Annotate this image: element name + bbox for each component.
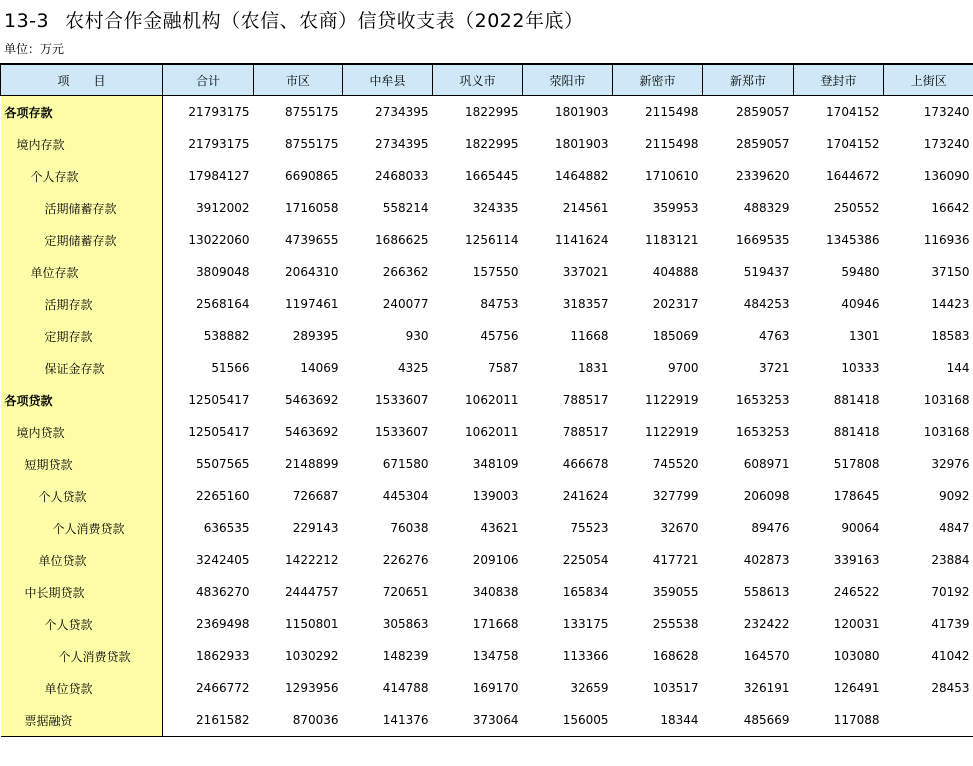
table-cell: 1704152 — [826, 137, 880, 151]
table-cell: 141376 — [343, 704, 433, 737]
table-cell: 359055 — [652, 585, 699, 599]
table-cell: 28453 — [931, 681, 970, 695]
table-cell: 12505417 — [188, 393, 250, 407]
table-cell: 1062011 — [465, 393, 519, 407]
table-cell: 37150 — [931, 265, 970, 279]
table-row — [1, 640, 973, 672]
table-row — [1, 544, 973, 576]
table-cell — [884, 704, 973, 737]
table-cell: 1831 — [577, 361, 609, 375]
table-cell: 103517 — [652, 681, 699, 695]
table-cell: 1716058 — [285, 201, 339, 215]
row-label: 单位存款 — [1, 256, 163, 288]
table-row — [1, 128, 973, 160]
table-cell: 881418 — [833, 393, 880, 407]
table-cell: 1822995 — [465, 105, 519, 119]
table-cell: 305863 — [382, 617, 429, 631]
table-cell: 3242405 — [196, 553, 250, 567]
table-cell: 1150801 — [285, 617, 339, 631]
table-row — [1, 320, 973, 352]
table-cell: 517808 — [833, 457, 880, 471]
table-cell: 881418 — [833, 425, 880, 439]
table-cell: 1422212 — [285, 553, 339, 567]
header-item: 项 目 — [1, 64, 163, 96]
table-cell: 788517 — [562, 393, 609, 407]
header-city-district: 市区 — [254, 64, 343, 96]
table-cell: 206098 — [743, 489, 790, 503]
table-cell: 173240 — [923, 137, 970, 151]
table-cell: 5463692 — [285, 425, 339, 439]
table-cell: 348109 — [472, 457, 519, 471]
table-cell: 1293956 — [285, 681, 339, 695]
table-cell: 2064310 — [285, 265, 339, 279]
table-cell: 9700 — [667, 361, 699, 375]
table-row — [1, 608, 973, 640]
table-cell: 148239 — [382, 649, 429, 663]
table-cell: 1801903 — [555, 105, 609, 119]
table-cell: 1030292 — [285, 649, 339, 663]
table-cell: 2568164 — [196, 297, 250, 311]
table-cell: 1122919 — [645, 393, 699, 407]
table-row — [1, 256, 973, 288]
table-cell: 2161582 — [163, 704, 254, 737]
row-label: 境内贷款 — [1, 416, 163, 448]
header-xingyang: 荥阳市 — [523, 64, 613, 96]
table-cell: 157550 — [472, 265, 519, 279]
table-cell: 8755175 — [285, 137, 339, 151]
table-cell: 788517 — [562, 425, 609, 439]
row-label: 票据融资 — [1, 704, 163, 737]
table-cell: 32659 — [570, 681, 609, 695]
table-cell: 1710610 — [645, 169, 699, 183]
table-cell: 168628 — [652, 649, 699, 663]
table-cell: 1669535 — [736, 233, 790, 247]
table-cell: 318357 — [562, 297, 609, 311]
table-cell: 445304 — [382, 489, 429, 503]
table-cell: 1183121 — [645, 233, 699, 247]
table-cell: 103168 — [923, 425, 970, 439]
table-cell: 8755175 — [285, 105, 339, 119]
table-cell: 51566 — [211, 361, 250, 375]
table-cell: 1653253 — [736, 425, 790, 439]
table-cell: 3721 — [758, 361, 790, 375]
table-cell: 169170 — [472, 681, 519, 695]
table-cell: 7587 — [487, 361, 519, 375]
table-cell: 519437 — [743, 265, 790, 279]
table-cell: 40946 — [841, 297, 880, 311]
table-cell: 1686625 — [375, 233, 429, 247]
table-cell: 402873 — [743, 553, 790, 567]
table-cell: 17984127 — [188, 169, 250, 183]
table-cell: 339163 — [833, 553, 880, 567]
table-cell: 5463692 — [285, 393, 339, 407]
table-cell: 1197461 — [285, 297, 339, 311]
table-cell: 84753 — [480, 297, 519, 311]
header-dengfeng: 登封市 — [794, 64, 884, 96]
table-cell: 226276 — [382, 553, 429, 567]
table-cell: 558214 — [382, 201, 429, 215]
credit-table — [0, 63, 973, 737]
table-cell: 2339620 — [736, 169, 790, 183]
table-cell: 359953 — [652, 201, 699, 215]
row-label: 境内存款 — [1, 128, 163, 160]
row-label: 活期存款 — [1, 288, 163, 320]
table-cell: 484253 — [743, 297, 790, 311]
table-cell: 1122919 — [645, 425, 699, 439]
header-zhongmu: 中牟县 — [343, 64, 433, 96]
table-cell: 3912002 — [196, 201, 250, 215]
row-label: 个人存款 — [1, 160, 163, 192]
table-cell: 144 — [946, 361, 970, 375]
table-cell: 171668 — [472, 617, 519, 631]
table-cell: 266362 — [382, 265, 429, 279]
table-cell: 32976 — [931, 457, 970, 471]
table-cell: 16642 — [931, 201, 970, 215]
table-row — [1, 480, 973, 512]
table-cell: 202317 — [652, 297, 699, 311]
table-row — [1, 576, 973, 608]
table-cell: 11668 — [570, 329, 609, 343]
table-cell: 21793175 — [188, 105, 250, 119]
table-cell: 41739 — [931, 617, 970, 631]
table-cell: 289395 — [292, 329, 339, 343]
table-row — [1, 416, 973, 448]
table-cell: 89476 — [751, 521, 790, 535]
table-cell: 113366 — [562, 649, 609, 663]
row-label: 保证金存款 — [1, 352, 163, 384]
table-cell: 373064 — [433, 704, 523, 737]
table-cell: 126491 — [833, 681, 880, 695]
table-cell: 185069 — [652, 329, 699, 343]
row-label: 个人消费贷款 — [1, 640, 163, 672]
table-cell: 414788 — [382, 681, 429, 695]
table-row — [1, 160, 973, 192]
table-cell: 4739655 — [285, 233, 339, 247]
table-cell: 2734395 — [375, 105, 429, 119]
table-cell: 2859057 — [736, 105, 790, 119]
table-cell: 1301 — [848, 329, 880, 343]
table-cell: 2115498 — [645, 137, 699, 151]
page-title — [4, 6, 583, 33]
table-cell: 250552 — [833, 201, 880, 215]
table-cell: 1665445 — [465, 169, 519, 183]
table-cell: 246522 — [833, 585, 880, 599]
table-cell: 117088 — [794, 704, 884, 737]
table-cell: 10333 — [841, 361, 880, 375]
table-cell: 120031 — [833, 617, 880, 631]
unit-label: 单位：万元 — [4, 42, 65, 56]
row-label: 个人贷款 — [1, 608, 163, 640]
header-total: 合计 — [163, 64, 254, 96]
table-row — [1, 672, 973, 704]
table-cell: 6690865 — [285, 169, 339, 183]
table-cell: 76038 — [390, 521, 429, 535]
table-cell: 156005 — [523, 704, 613, 737]
table-cell: 2859057 — [736, 137, 790, 151]
table-cell: 164570 — [743, 649, 790, 663]
table-cell: 608971 — [743, 457, 790, 471]
table-cell: 636535 — [203, 521, 250, 535]
table-cell: 2468033 — [375, 169, 429, 183]
table-cell: 13022060 — [188, 233, 250, 247]
table-cell: 1533607 — [375, 425, 429, 439]
table-cell: 18583 — [931, 329, 970, 343]
table-cell: 2444757 — [285, 585, 339, 599]
table-row — [1, 288, 973, 320]
table-cell: 1256114 — [465, 233, 519, 247]
table-cell: 209106 — [472, 553, 519, 567]
table-cell: 1862933 — [196, 649, 250, 663]
table-cell: 4325 — [397, 361, 429, 375]
table-row — [1, 192, 973, 224]
table-cell: 240077 — [382, 297, 429, 311]
table-cell: 229143 — [292, 521, 339, 535]
table-cell: 930 — [405, 329, 429, 343]
table-cell: 1801903 — [555, 137, 609, 151]
table-cell: 90064 — [841, 521, 880, 535]
table-row — [1, 384, 973, 416]
table-number: 13-3 — [4, 10, 50, 32]
table-cell: 1345386 — [826, 233, 880, 247]
table-cell: 255538 — [652, 617, 699, 631]
table-cell: 241624 — [562, 489, 609, 503]
header-xinmi: 新密市 — [613, 64, 703, 96]
table-cell: 9092 — [938, 489, 970, 503]
table-cell: 23884 — [931, 553, 970, 567]
table-cell: 488329 — [743, 201, 790, 215]
table-cell: 178645 — [833, 489, 880, 503]
table-title-text: 农村合作金融机构（农信、农商）信贷收支表（2022年底） — [65, 10, 584, 32]
table-cell: 726687 — [292, 489, 339, 503]
table-cell: 326191 — [743, 681, 790, 695]
table-cell: 173240 — [923, 105, 970, 119]
header-shangjie: 上街区 — [884, 64, 973, 96]
table-cell: 103168 — [923, 393, 970, 407]
table-cell: 485669 — [703, 704, 794, 737]
row-label: 定期存款 — [1, 320, 163, 352]
table-cell: 466678 — [562, 457, 609, 471]
table-cell: 2115498 — [645, 105, 699, 119]
table-cell: 165834 — [562, 585, 609, 599]
table-cell: 4763 — [758, 329, 790, 343]
table-cell: 1141624 — [555, 233, 609, 247]
table-cell: 340838 — [472, 585, 519, 599]
table-cell: 41042 — [931, 649, 970, 663]
table-cell: 745520 — [652, 457, 699, 471]
table-cell: 5507565 — [196, 457, 250, 471]
table-cell: 59480 — [841, 265, 880, 279]
table-cell: 671580 — [382, 457, 429, 471]
table-cell: 134758 — [472, 649, 519, 663]
table-cell: 18344 — [613, 704, 703, 737]
table-cell: 2148899 — [285, 457, 339, 471]
table-cell: 417721 — [652, 553, 699, 567]
table-cell: 2466772 — [196, 681, 250, 695]
row-label: 短期贷款 — [1, 448, 163, 480]
table-cell: 324335 — [472, 201, 519, 215]
table-cell: 327799 — [652, 489, 699, 503]
table-cell: 2734395 — [375, 137, 429, 151]
table-cell: 232422 — [743, 617, 790, 631]
table-cell: 1062011 — [465, 425, 519, 439]
table-cell: 103080 — [833, 649, 880, 663]
table-row — [1, 448, 973, 480]
table-cell: 14069 — [300, 361, 339, 375]
table-cell: 225054 — [562, 553, 609, 567]
table-cell: 136090 — [923, 169, 970, 183]
table-cell: 70192 — [931, 585, 970, 599]
table-cell: 3809048 — [196, 265, 250, 279]
header-gongyi: 巩义市 — [433, 64, 523, 96]
table-cell: 1653253 — [736, 393, 790, 407]
table-row — [1, 704, 973, 737]
table-cell: 12505417 — [188, 425, 250, 439]
row-label: 各项贷款 — [1, 384, 163, 416]
table-cell: 4847 — [938, 521, 970, 535]
table-row — [1, 96, 973, 129]
table-cell: 720651 — [382, 585, 429, 599]
table-cell: 337021 — [562, 265, 609, 279]
header-row — [1, 64, 973, 96]
table-cell: 133175 — [562, 617, 609, 631]
table-row — [1, 224, 973, 256]
table-cell: 43621 — [480, 521, 519, 535]
row-label: 中长期贷款 — [1, 576, 163, 608]
table-cell: 2265160 — [196, 489, 250, 503]
table-cell: 14423 — [931, 297, 970, 311]
table-cell: 1464882 — [555, 169, 609, 183]
table-cell: 1533607 — [375, 393, 429, 407]
table-cell: 21793175 — [188, 137, 250, 151]
row-label: 个人消费贷款 — [1, 512, 163, 544]
table-cell: 32670 — [660, 521, 699, 535]
table-cell: 1644672 — [826, 169, 880, 183]
row-label: 活期储蓄存款 — [1, 192, 163, 224]
row-label: 单位贷款 — [1, 544, 163, 576]
row-label: 各项存款 — [1, 96, 163, 129]
table-cell: 45756 — [480, 329, 519, 343]
row-label: 定期储蓄存款 — [1, 224, 163, 256]
table-cell: 404888 — [652, 265, 699, 279]
table-cell: 558613 — [743, 585, 790, 599]
row-label: 个人贷款 — [1, 480, 163, 512]
table-cell: 116936 — [923, 233, 970, 247]
table-cell: 4836270 — [196, 585, 250, 599]
table-cell: 1704152 — [826, 105, 880, 119]
table-row — [1, 512, 973, 544]
row-label: 单位贷款 — [1, 672, 163, 704]
table-cell: 214561 — [562, 201, 609, 215]
table-cell: 139003 — [472, 489, 519, 503]
table-cell: 538882 — [203, 329, 250, 343]
header-xinzheng: 新郑市 — [703, 64, 794, 96]
table-cell: 2369498 — [196, 617, 250, 631]
table-cell: 75523 — [570, 521, 609, 535]
table-cell: 1822995 — [465, 137, 519, 151]
table-cell: 870036 — [254, 704, 343, 737]
table-row — [1, 352, 973, 384]
